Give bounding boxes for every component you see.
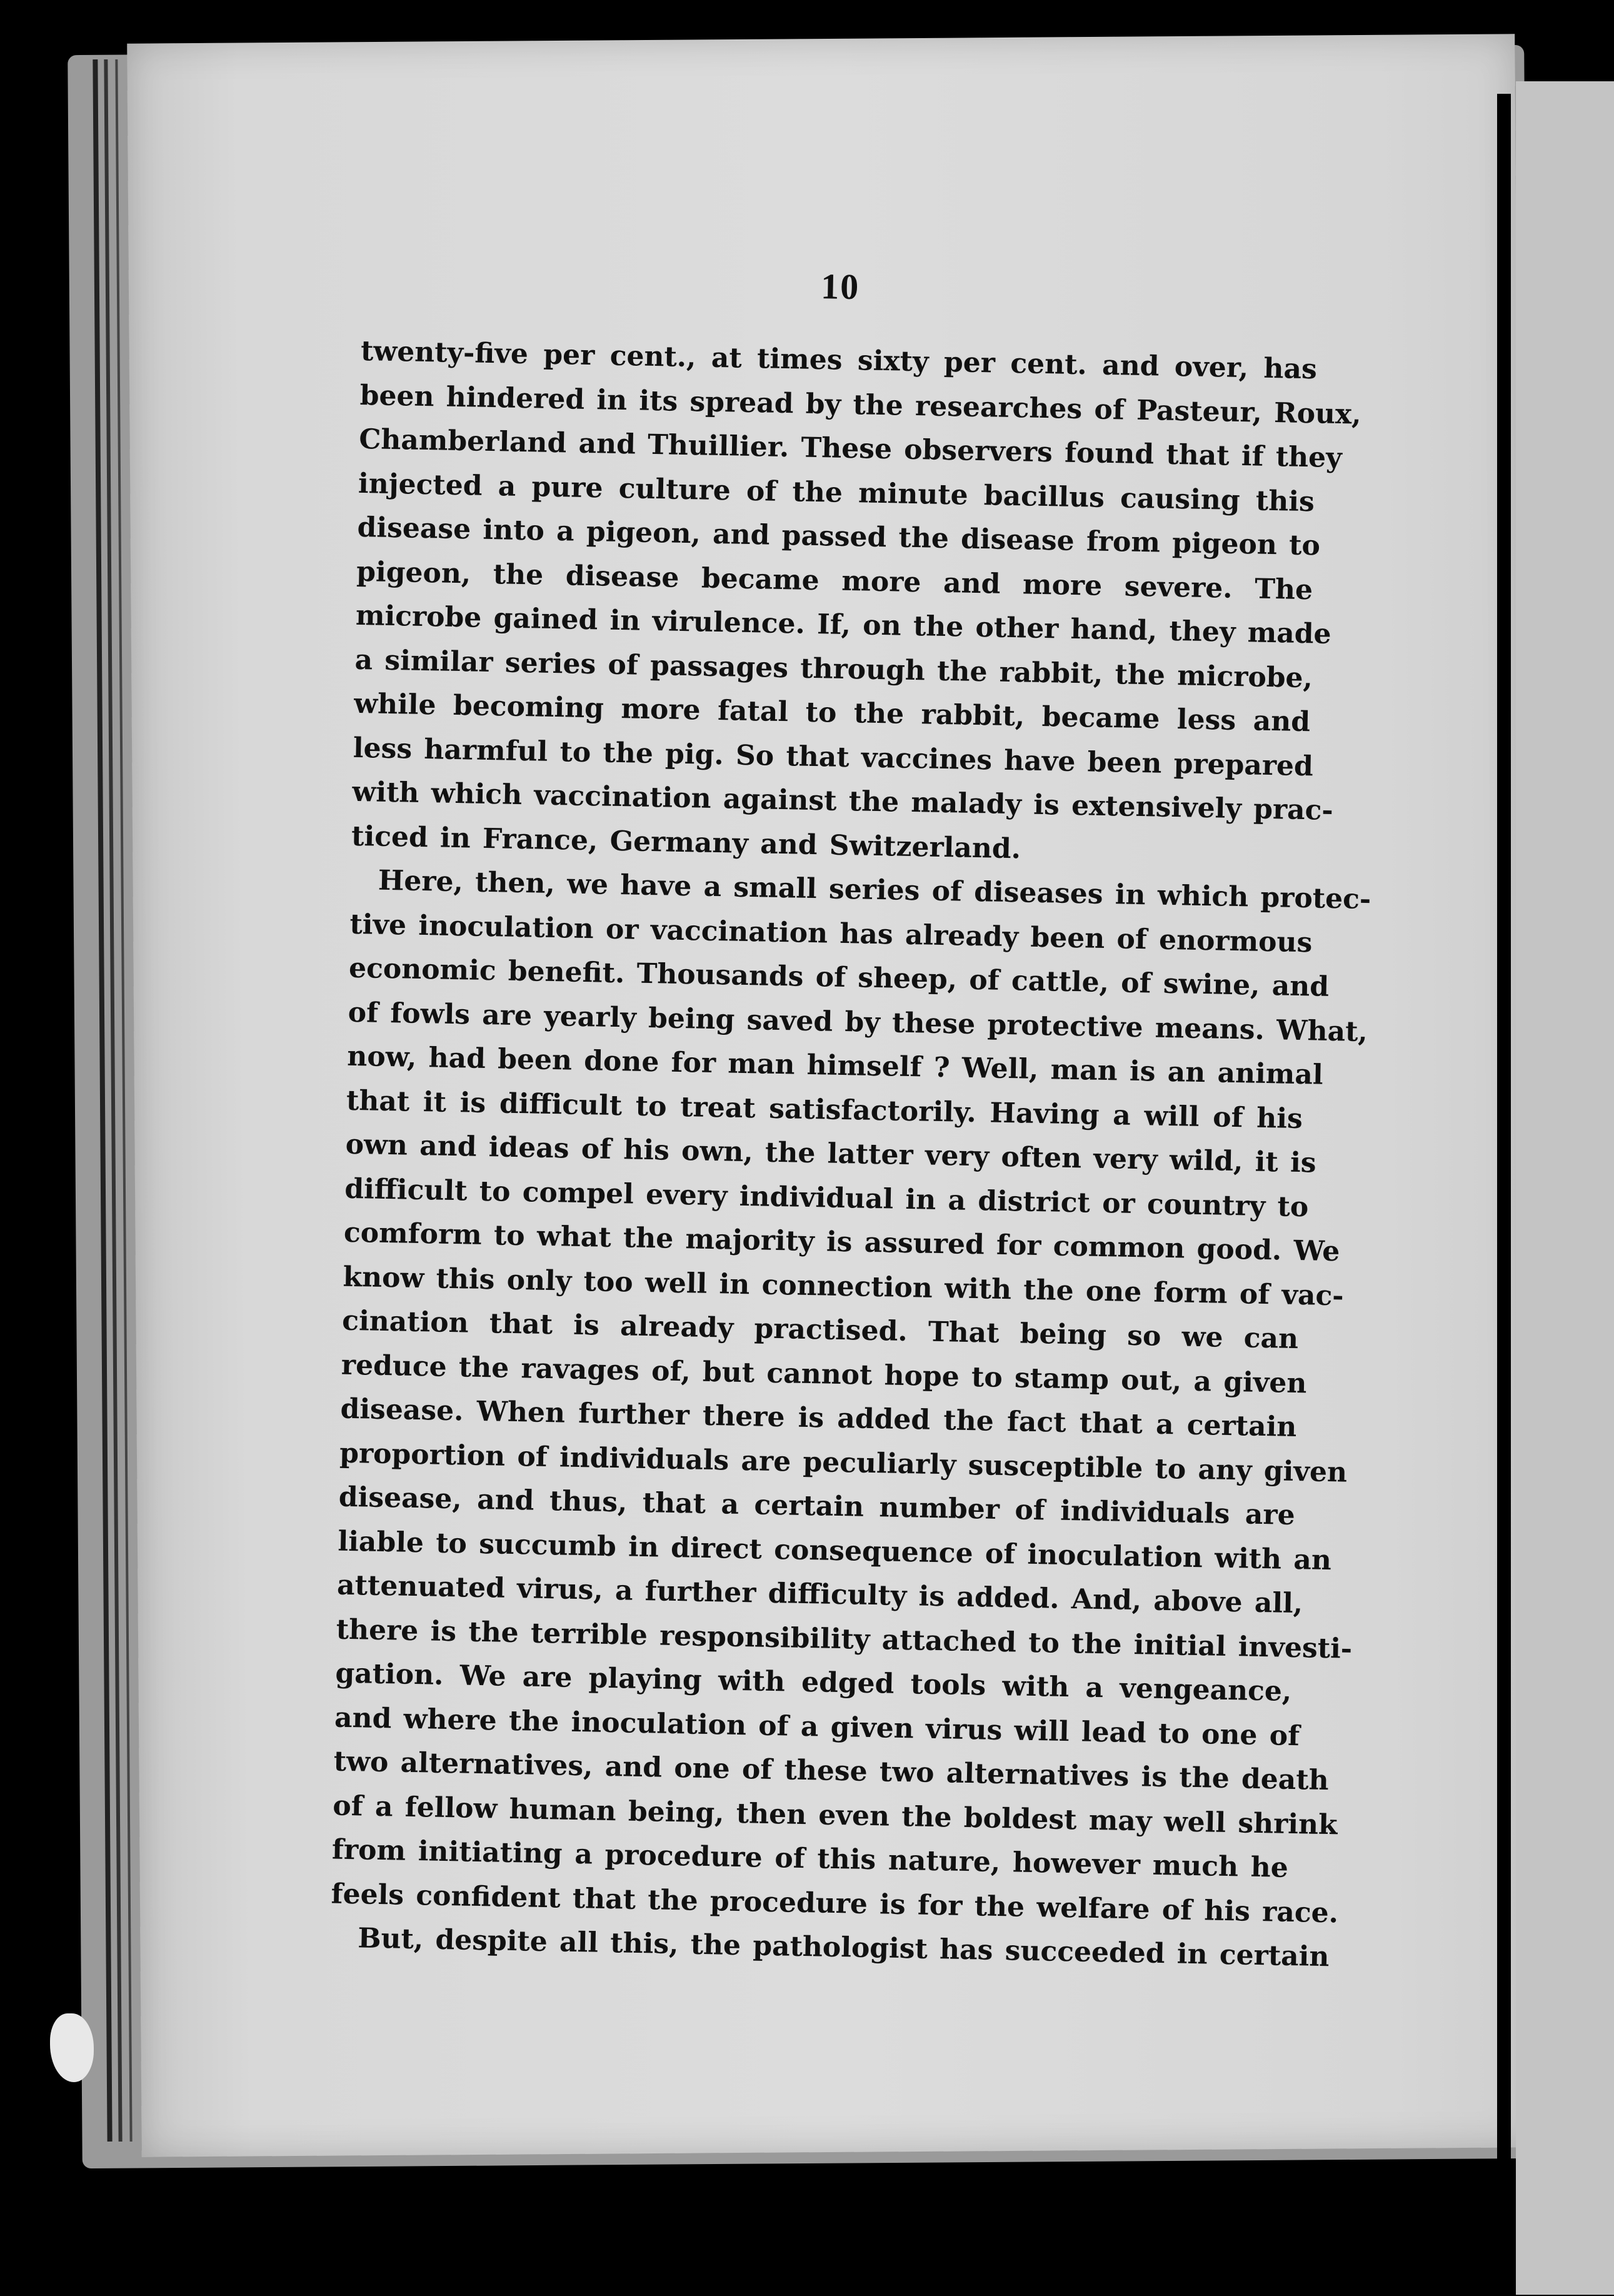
gutter-shadow <box>1497 94 1511 2282</box>
text-line: Chamberland and Thuillier. These observers found that if they <box>358 423 1343 475</box>
text-line: cination that is already practised. That being so we can <box>341 1304 1299 1356</box>
text-line: proportion of individuals are peculiarly susceptible to any given <box>339 1437 1348 1489</box>
body-text <box>330 330 1371 1978</box>
text-line: injected a pure culture of the minute bacillus causing this <box>358 467 1315 518</box>
text-line: been hindered in its spread by the researches of Pasteur, Roux, <box>359 379 1362 431</box>
text-line: disease, and thus, that a certain number of individuals are <box>338 1481 1296 1532</box>
page-number: 10 <box>820 266 860 308</box>
text-line: that it is difficult to treat satisfactorily. Having a will of his <box>346 1084 1303 1135</box>
text-line: of a fellow human being, then even the boldest may well shrink <box>332 1790 1338 1841</box>
text-line: reduce the ravages of, but cannot hope to stamp out, a given <box>341 1349 1307 1399</box>
text-line: comform to what the majority is assured for common good. We <box>343 1216 1340 1268</box>
text-line: liable to succumb in direct consequence of inoculation with an <box>338 1525 1332 1576</box>
text-line: twenty-five per cent., at times sixty per cent. and over, has <box>360 335 1318 386</box>
text-line: pigeon, the disease became more and more severe. The <box>356 555 1313 606</box>
text-line: gation. We are playing with edged tools with a vengeance, <box>334 1657 1292 1708</box>
text-line: feels confident that the procedure is for the welfare of his race. <box>331 1878 1339 1929</box>
facing-page-edge <box>1516 81 1614 2295</box>
text-line: But, despite all this, the pathologist has succeeded in certain <box>357 1922 1330 1973</box>
text-line: know this only too well in connection with the one form of vac- <box>343 1261 1345 1312</box>
text-line: ticed in France, Germany and Switzerland. <box>351 820 1021 865</box>
text-line: there is the terrible responsibility attached to the initial investi- <box>336 1613 1353 1665</box>
paragraph <box>331 858 1371 1935</box>
text-line: economic benefit. Thousands of sheep, of cattle, of swine, and <box>348 952 1330 1003</box>
text-line: attenuated virus, a further difficulty is added. And, above all, <box>336 1569 1303 1620</box>
text-line: while becoming more fatal to the rabbit, became less and <box>353 687 1311 738</box>
text-line: with which vaccination against the malady is extensively prac- <box>352 775 1334 827</box>
text-line: disease. When further there is added the fact that a certain <box>340 1392 1297 1444</box>
text-line: tive inoculation or vaccination has already been of enormous <box>349 908 1313 959</box>
paragraph <box>351 330 1362 877</box>
text-line: two alternatives, and one of these two alternatives is the death <box>333 1745 1330 1797</box>
text-line: disease into a pigeon, and passed the disease from pigeon to <box>357 511 1321 562</box>
paper-damage-spot <box>50 2013 94 2082</box>
text-line: less harmful to the pig. So that vaccines have been prepared <box>353 732 1314 782</box>
text-block <box>330 256 1371 1978</box>
text-line: Here, then, we have a small series of diseases in which protec- <box>378 864 1371 916</box>
text-line: difficult to compel every individual in a district or country to <box>344 1172 1309 1223</box>
text-line: now, had been done for man himself ? Well, man is an animal <box>346 1040 1324 1091</box>
text-line: from initiating a procedure of this nature, however much he <box>331 1833 1289 1884</box>
text-line: and where the inoculation of a given virus will lead to one of <box>334 1701 1300 1752</box>
text-line: microbe gained in virulence. If, on the other hand, they made <box>355 599 1332 650</box>
text-line: a similar series of passages through the rabbit, the microbe, <box>354 643 1313 694</box>
text-line: own and ideas of his own, the latter very often very wild, it is <box>345 1128 1317 1179</box>
text-line: of fowls are yearly being saved by these protective means. What, <box>348 996 1368 1048</box>
